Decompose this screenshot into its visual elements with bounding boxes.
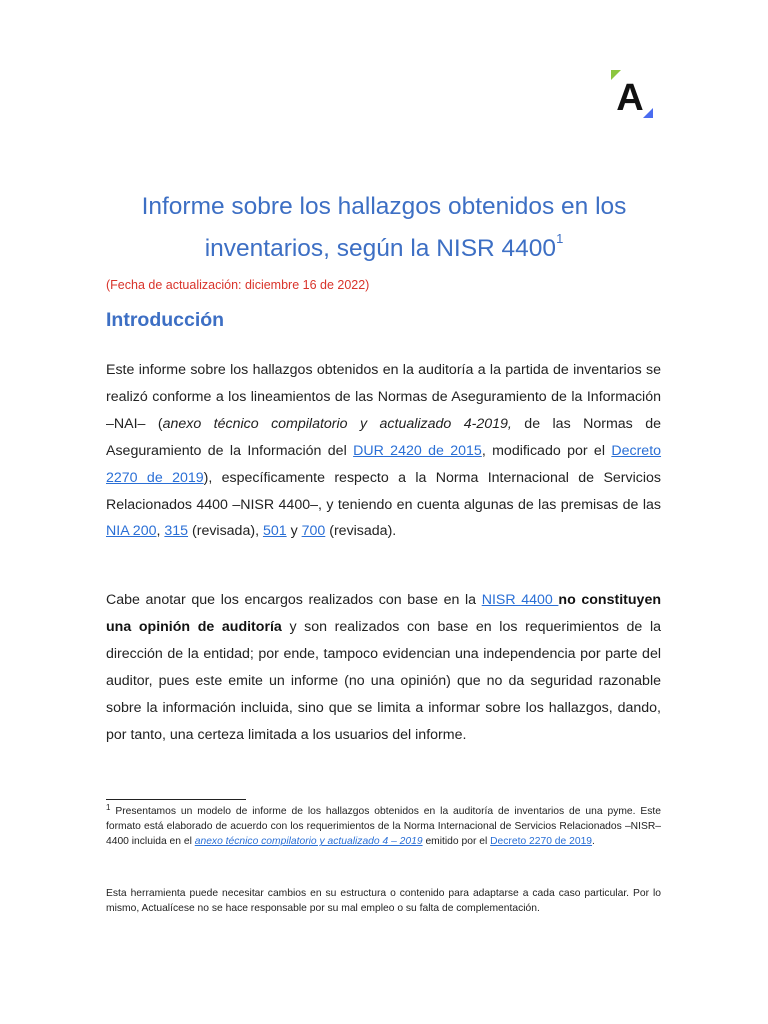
link-nia-315[interactable]: 315 bbox=[164, 523, 189, 540]
title-footnote-ref[interactable]: 1 bbox=[556, 231, 564, 247]
title-line-2: inventarios, según la NISR 4400 bbox=[204, 235, 557, 263]
logo-letter: A bbox=[616, 77, 644, 118]
text-run: Cabe anotar que los encargos realizados con base en la bbox=[106, 592, 482, 608]
link-decreto-2270-footnote[interactable]: Decreto 2270 de 2019 bbox=[490, 836, 593, 848]
text-run-italic: anexo técnico compilatorio y actualizado 4-2019, bbox=[162, 415, 512, 432]
footnote-disclaimer: Esta herramienta puede necesitar cambios en su estructura o contenido para adaptarse a cada caso particular. Por lo mismo, Actualícese no se hace responsable por su mal empleo o su falta de complementación. bbox=[106, 888, 661, 915]
intro-paragraph-1 bbox=[106, 357, 661, 545]
link-nia-501[interactable]: 501 bbox=[262, 523, 287, 540]
link-decreto-2270[interactable]: Decreto 2270 de 2019 bbox=[106, 442, 662, 486]
title-line-1: Informe sobre los hallazgos obtenidos en los bbox=[141, 193, 627, 221]
text-run: y son realizados con base en los requerimientos de la dirección de la entidad; por ende, tampoco evidencian una independencia por parte del auditor, pues este emite un informe (no una opinión) que no da seguridad razonable sobre la información incluida, sino que se limita a informar sobre los hallazgos, dando, por tanto, una certeza limitada a los usuarios del informe. bbox=[106, 618, 661, 743]
text-run: y bbox=[286, 523, 302, 540]
logo-icon bbox=[609, 70, 655, 118]
text-run: (revisada). bbox=[325, 523, 397, 540]
footnote-separator bbox=[106, 799, 246, 800]
text-run: Este informe sobre los hallazgos obtenidos en la auditoría a la partida de inventarios se realizó conforme a los lineamientos de las Normas de Aseguramiento de la Información –NAI– ( bbox=[106, 362, 661, 432]
document-title bbox=[0, 186, 768, 270]
footnote-number: 1 bbox=[106, 803, 111, 812]
link-nia-200[interactable]: NIA 200 bbox=[106, 523, 157, 540]
link-nisr-4400[interactable]: NISR 4400 bbox=[481, 592, 559, 608]
update-date: (Fecha de actualización: diciembre 16 de 2022) bbox=[106, 278, 370, 292]
text-run: . bbox=[592, 836, 595, 848]
link-anexo-tecnico[interactable]: anexo técnico compilatorio y actualizado 4 – 2019 bbox=[194, 836, 423, 848]
intro-heading: Introducción bbox=[106, 309, 225, 331]
text-run: , modificado por el bbox=[481, 442, 612, 459]
footnote-1 bbox=[106, 804, 661, 850]
text-run: de las Normas de Aseguramiento de la Información del bbox=[106, 415, 661, 459]
actualicese-logo bbox=[609, 70, 655, 118]
link-nia-700[interactable]: 700 bbox=[301, 523, 326, 540]
intro-paragraph-2 bbox=[106, 587, 661, 748]
text-run: emitido por el bbox=[422, 836, 491, 848]
link-dur-2420[interactable]: DUR 2420 de 2015 bbox=[353, 442, 482, 459]
text-run-bold: no constituyen una opinión de auditoría bbox=[106, 592, 661, 635]
text-run: , bbox=[156, 523, 165, 540]
text-run: Presentamos un modelo de informe de los hallazgos obtenidos en la auditoría de inventarios de una pyme. Este formato está elaborado de acuerdo con los requerimientos de la Norma Internacional de Servicios Relacionados –NISR– 4400 incluida en el bbox=[106, 806, 661, 848]
text-run: (revisada), bbox=[188, 523, 263, 540]
text-run: ), específicamente respecto a la Norma Internacional de Servicios Relacionados 4400 –NISR 4400–, y teniendo en cuenta algunas de las premisas de las bbox=[106, 469, 661, 513]
